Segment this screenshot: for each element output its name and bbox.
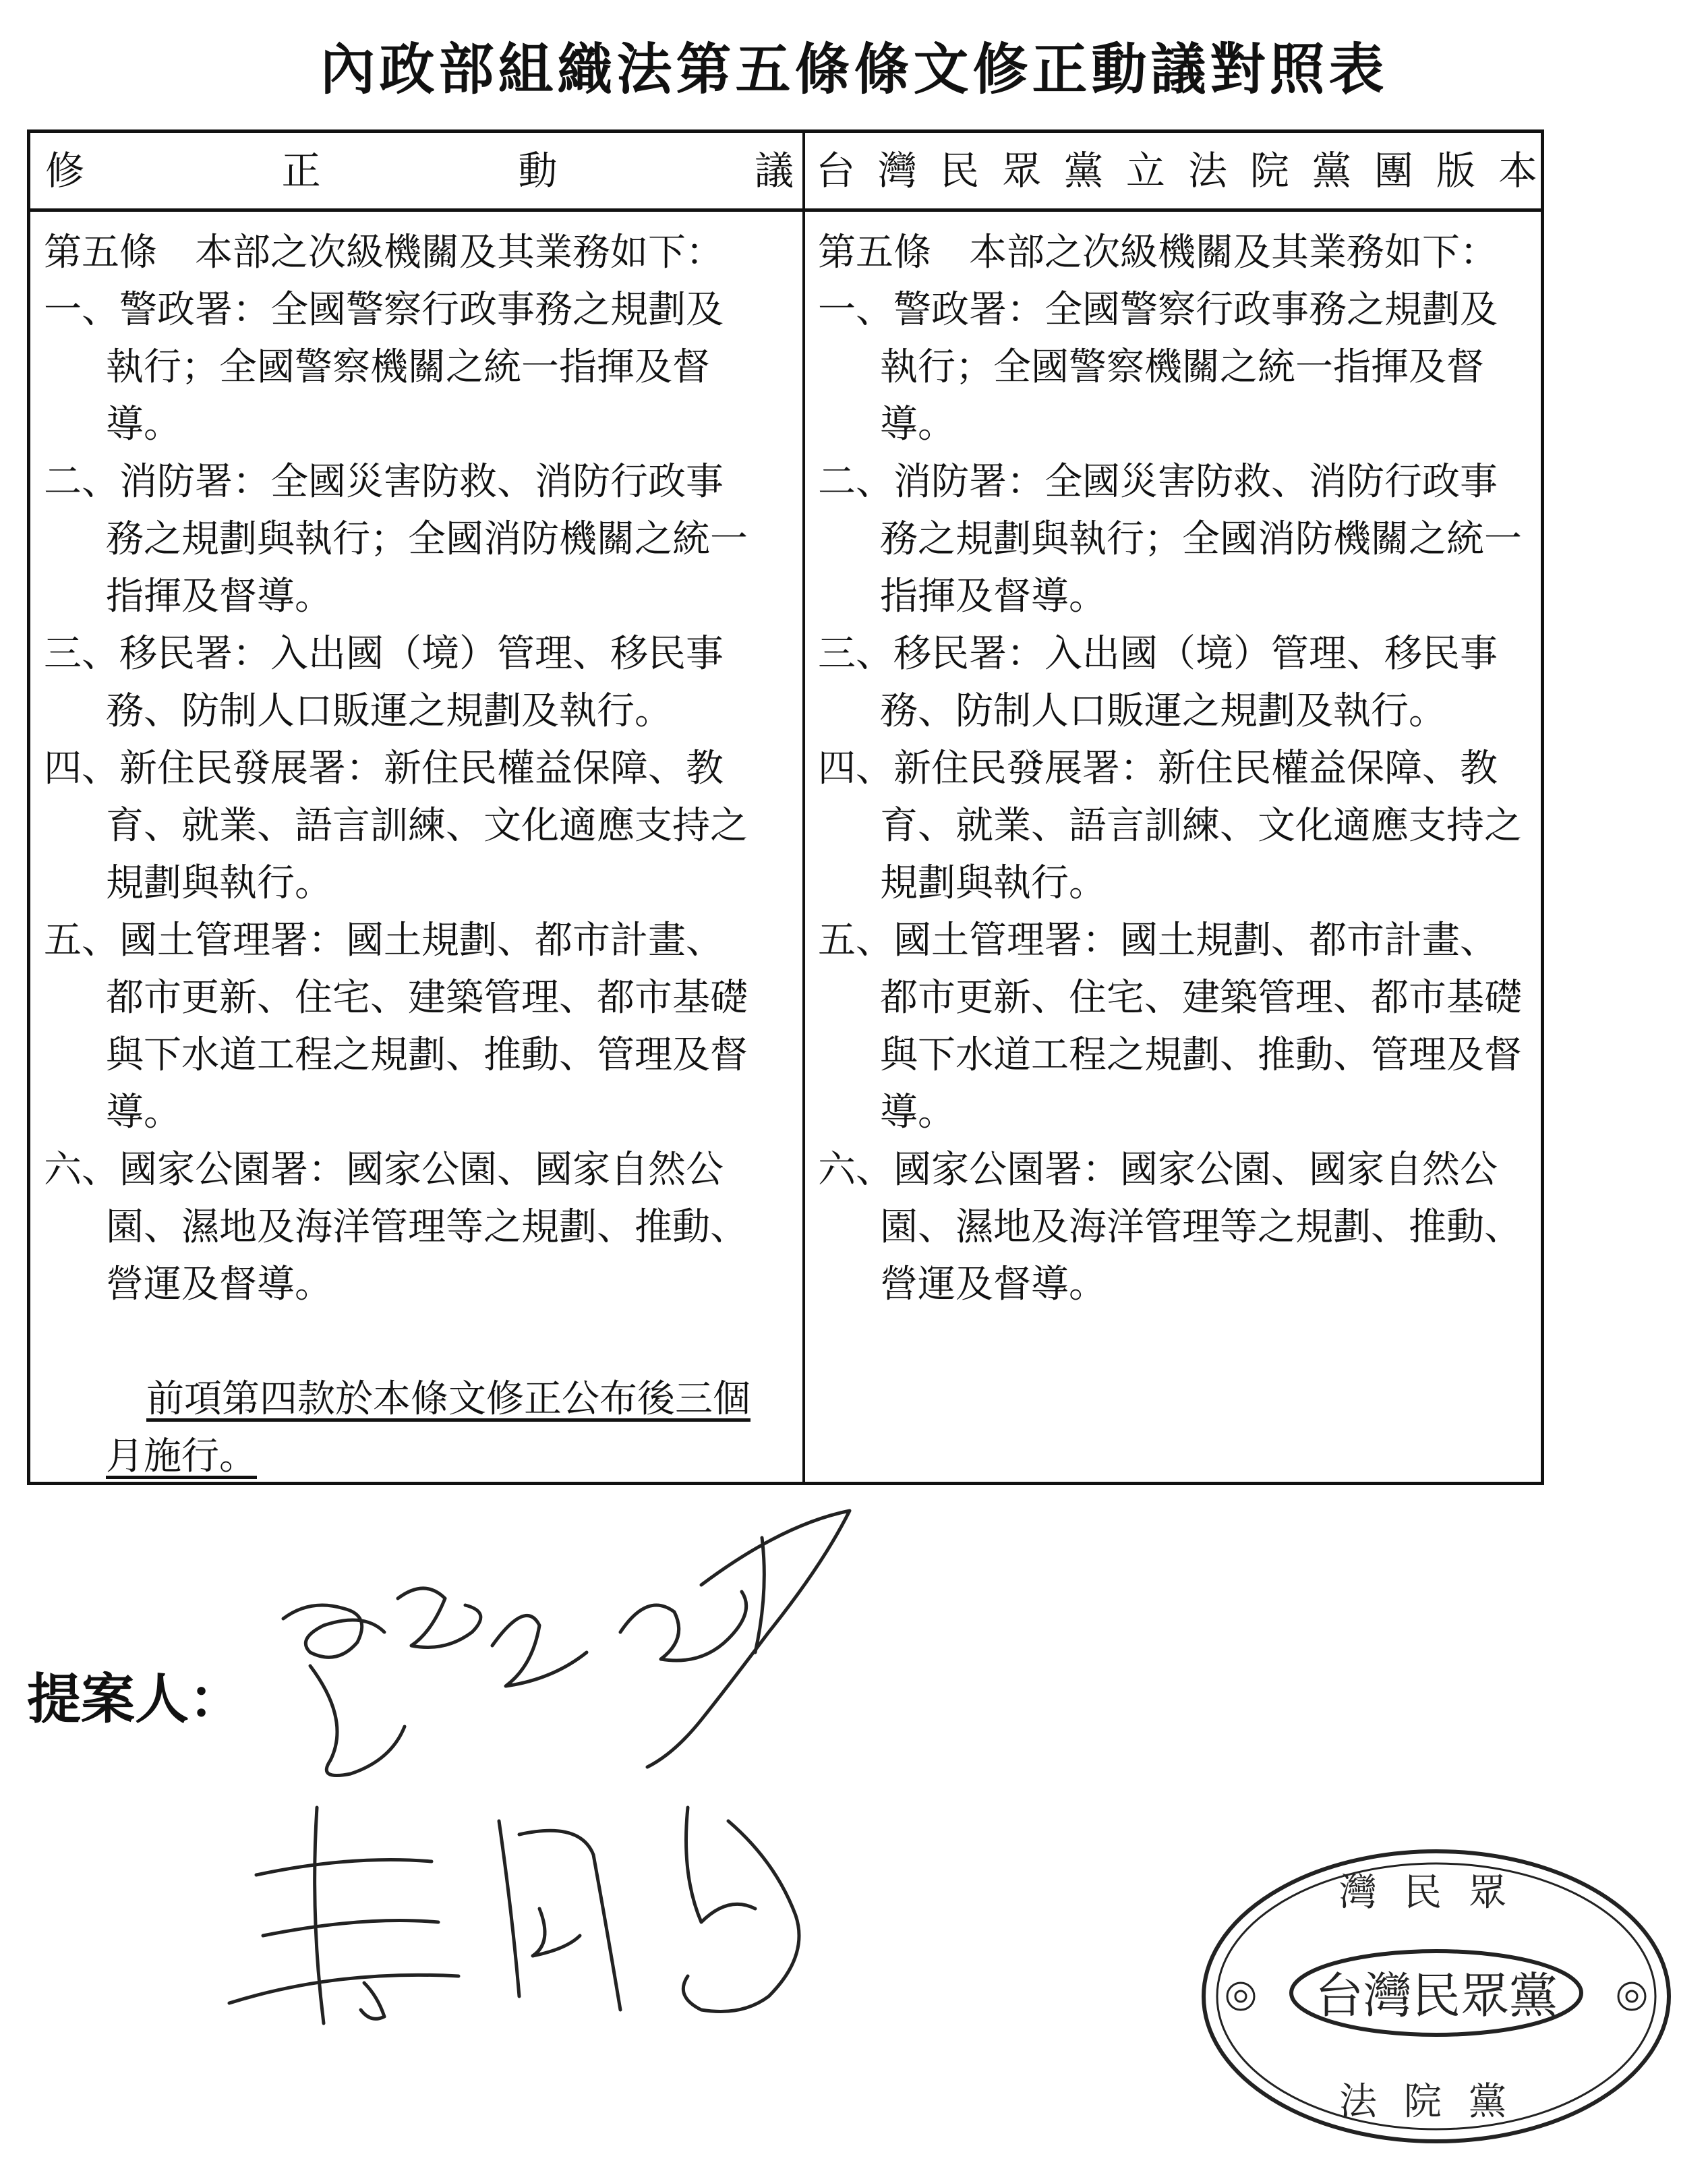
subagency-item [818,281,1553,453]
item-line: 一、警政署：全國警察行政事務之規劃及 [44,288,724,332]
header_left-char: 議 [754,148,794,194]
column-divider [802,133,805,1482]
header_right-char: 民 [939,148,979,194]
subagency-item [818,740,1553,912]
article-heading: 第五條 本部之次級機關及其業務如下： [44,231,724,274]
header_right-char: 灣 [877,148,917,194]
comparison-table [27,129,1544,1485]
subagency-item [44,281,779,453]
item-line: 育、就業、語言訓練、文化適應支持之 [106,804,748,848]
item-line: 一、警政署：全國警察行政事務之規劃及 [818,288,1498,332]
item-line: 五、國土管理署：國土規劃、都市計畫、 [44,919,724,962]
item-line: 與下水道工程之規劃、推動、管理及督 [106,1033,748,1077]
proposer-label: 提案人： [27,1667,243,1731]
item-line: 四、新住民發展署：新住民權益保障、教 [44,747,724,790]
signature-1 [270,1497,877,1794]
header-divider [30,208,1541,212]
seal-ring-bottom-text: 法院黨 [1339,2080,1533,2124]
item-line: 務、防制人口販運之規劃及執行。 [106,689,672,733]
subagency-item [818,625,1553,740]
right-items [818,281,1553,1313]
right-column [818,224,1553,1313]
amendment-clause [44,1370,779,1485]
header_right-char: 院 [1249,148,1289,194]
item-line: 營運及督導。 [106,1263,332,1306]
item-line: 導。 [106,1091,181,1134]
item-line: 規劃與執行。 [880,861,1107,905]
seal-center-text: 台灣民眾黨 [1314,1967,1558,2024]
header_right-char: 版 [1436,148,1475,194]
header_right-char: 黨 [1312,148,1351,194]
document-title: 內政部組織法第五條條文修正動議對照表 [320,37,1388,102]
left-items [44,281,779,1313]
subagency-item [818,1141,1553,1313]
item-line: 與下水道工程之規劃、推動、管理及督 [880,1033,1522,1077]
header_left-char: 正 [281,148,321,194]
subagency-item [44,740,779,912]
item-line: 導。 [106,403,181,446]
header_left-char: 動 [518,148,558,194]
amendment-clause-line2: 月施行。 [106,1435,257,1478]
item-line: 四、新住民發展署：新住民權益保障、教 [818,747,1498,790]
header_right-char: 團 [1374,148,1413,194]
header-right [816,133,1537,208]
header_right-char: 黨 [1063,148,1103,194]
header_right-char: 台 [816,148,856,194]
item-line: 二、消防署：全國災害防救、消防行政事 [818,460,1498,504]
item-line: 指揮及督導。 [880,575,1107,618]
amendment-clause-line1: 前項第四款於本條文修正公布後三個 [146,1377,750,1421]
header_right-char: 眾 [1001,148,1041,194]
header_left-char: 修 [45,148,85,194]
item-line: 三、移民署：入出國（境）管理、移民事 [818,632,1498,676]
item-line: 務之規劃與執行；全國消防機關之統一 [106,517,748,561]
item-line: 園、濕地及海洋管理等之規劃、推動、 [880,1205,1522,1249]
item-line: 導。 [880,1091,955,1134]
item-line: 二、消防署：全國災害防救、消防行政事 [44,460,724,504]
article-heading: 第五條 本部之次級機關及其業務如下： [818,231,1498,274]
item-line: 執行；全國警察機關之統一指揮及督 [106,345,710,389]
header_right-char: 立 [1125,148,1165,194]
subagency-item [44,1141,779,1313]
left-column [44,224,779,1485]
subagency-item [818,453,1553,625]
item-line: 都市更新、住宅、建築管理、都市基礎 [106,976,748,1020]
item-line: 六、國家公園署：國家公園、國家自然公 [818,1148,1498,1192]
subagency-item [818,912,1553,1141]
subagency-item [44,912,779,1141]
item-line: 務之規劃與執行；全國消防機關之統一 [880,517,1522,561]
header-left [45,133,794,208]
item-line: 育、就業、語言訓練、文化適應支持之 [880,804,1522,848]
item-line: 營運及督導。 [880,1263,1107,1306]
subagency-item [44,453,779,625]
item-line: 務、防制人口販運之規劃及執行。 [880,689,1446,733]
subagency-item [44,625,779,740]
item-line: 都市更新、住宅、建築管理、都市基礎 [880,976,1522,1020]
party-seal [1194,1841,1679,2151]
signature-2 [216,1781,877,2037]
item-line: 指揮及督導。 [106,575,332,618]
header_right-char: 法 [1187,148,1227,194]
item-line: 三、移民署：入出國（境）管理、移民事 [44,632,724,676]
header_right-char: 本 [1498,148,1537,194]
item-line: 五、國土管理署：國土規劃、都市計畫、 [818,919,1498,962]
item-line: 執行；全國警察機關之統一指揮及督 [880,345,1484,389]
seal-ring-top-text: 灣民眾 [1339,1871,1533,1915]
item-line: 導。 [880,403,955,446]
item-line: 六、國家公園署：國家公園、國家自然公 [44,1148,724,1192]
item-line: 規劃與執行。 [106,861,332,905]
item-line: 園、濕地及海洋管理等之規劃、推動、 [106,1205,748,1249]
